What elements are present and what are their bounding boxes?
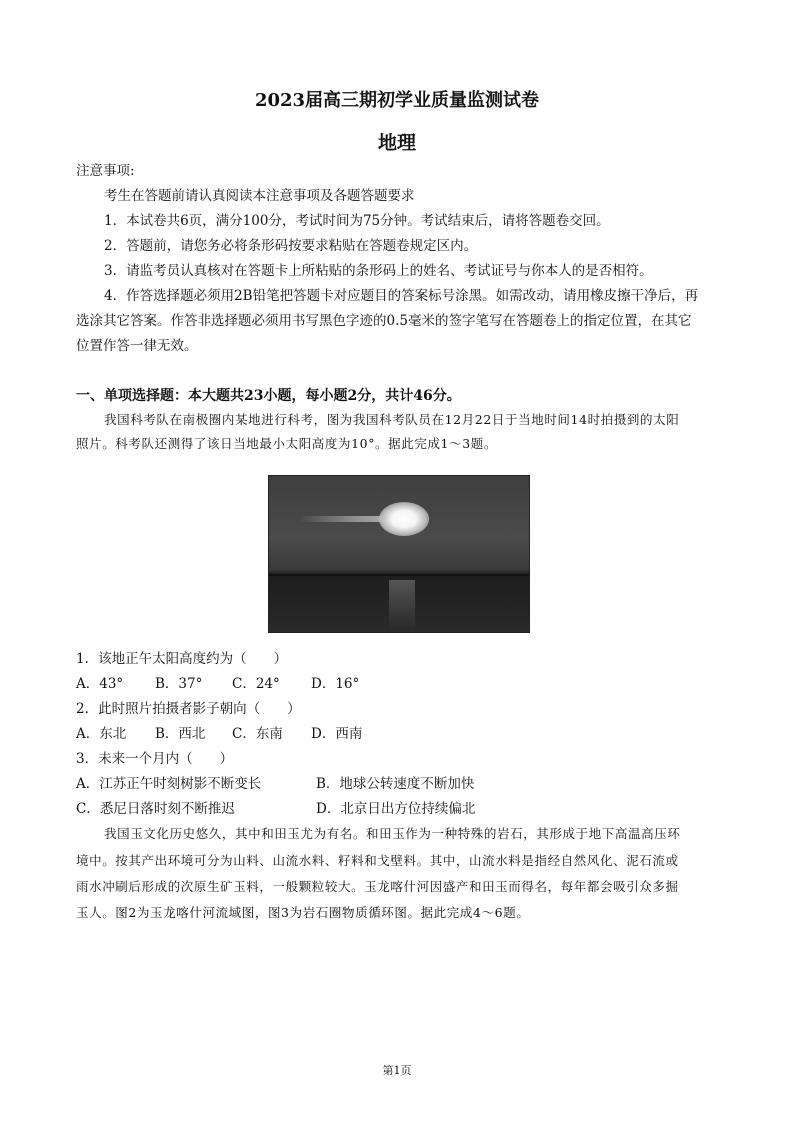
passage-line: 照片。科考队还测得了该日当地最小太阳高度为10°。据此完成1～3题。	[76, 436, 497, 451]
passage-line: 我国科考队在南极圈内某地进行科考，图为我国科考队员在12月22日于当地时间14时拍摄到的太阳	[104, 412, 680, 427]
q3-option-d: D．北京日出方位持续偏北	[316, 801, 476, 817]
sun-reflection	[389, 580, 415, 630]
exam-subject: 地理	[377, 132, 416, 154]
page-number: 第1页	[382, 1064, 412, 1077]
passage-line: 我国玉文化历史悠久，其中和田玉尤为有名。和田玉作为一种特殊的岩石，其形成于地下高温高压环	[104, 826, 681, 841]
notice-item: 1．本试卷共6页，满分100分，考试时间为75分钟。考试结束后，请将答题卷交回。	[104, 213, 610, 229]
q3-option-b: B．地球公转速度不断加快	[316, 776, 475, 792]
notice-item-continued: 选涂其它答案。作答非选择题必须用书写黑色字迹的0.5毫米的签字笔写在答题卷上的指定位置，在其它	[76, 313, 692, 329]
sun	[379, 502, 429, 536]
notice-item: 3．请监考员认真核对在答题卡上所粘贴的条形码上的姓名、考试证号与你本人的是否相符。	[104, 263, 653, 279]
notice-item-continued: 位置作答一律无效。	[76, 338, 198, 354]
q2-option-c: C．东南	[232, 726, 283, 742]
sun-photo	[268, 475, 530, 633]
passage-line: 玉人。图2为玉龙喀什河流域图，图3为岩石圈物质循环图。据此完成4～6题。	[76, 905, 530, 920]
notice-item: 2．答题前，请您务必将条形码按要求粘贴在答题卷规定区内。	[104, 238, 478, 254]
passage-line: 境中。按其产出环境可分为山料、山流水料、籽料和戈壁料。其中，山流水料是指经自然风化、泥石流或	[76, 853, 679, 868]
question-stem-1: 1．该地正午太阳高度约为（ ）	[76, 651, 288, 667]
q1-option-a: A．43°	[76, 676, 124, 692]
q1-option-d: D．16°	[311, 676, 360, 692]
q2-option-b: B．西北	[155, 726, 206, 742]
q1-option-c: C．24°	[232, 676, 280, 692]
q3-option-c: C．悉尼日落时刻不断推迟	[76, 801, 235, 817]
horizon-line	[269, 574, 529, 576]
question-stem-2: 2．此时照片拍摄者影子朝向（ ）	[76, 701, 301, 717]
q2-option-d: D．西南	[311, 726, 363, 742]
q2-option-a: A．东北	[76, 726, 127, 742]
notice-intro: 考生在答题前请认真阅读本注意事项及各题答题要求	[104, 188, 415, 204]
q1-option-b: B．37°	[155, 676, 203, 692]
question-stem-3: 3．未来一个月内（ ）	[76, 751, 234, 767]
passage-line: 雨水冲刷后形成的次原生矿玉料，一般颗粒较大。玉龙喀什河因盛产和田玉而得名，每年都会吸引众多掘	[76, 879, 679, 894]
exam-title: 2023届高三期初学业质量监测试卷	[254, 90, 540, 111]
q3-option-a: A．江苏正午时刻树影不断变长	[76, 776, 262, 792]
notice-item: 4．作答选择题必须用2B铅笔把答题卡对应题目的答案标号涂黑。如需改动，请用橡皮擦干净后，再	[104, 288, 699, 304]
notice-heading: 注意事项:	[76, 163, 135, 179]
section-heading: 一、单项选择题：本大题共23小题，每小题2分，共计46分。	[76, 388, 461, 404]
